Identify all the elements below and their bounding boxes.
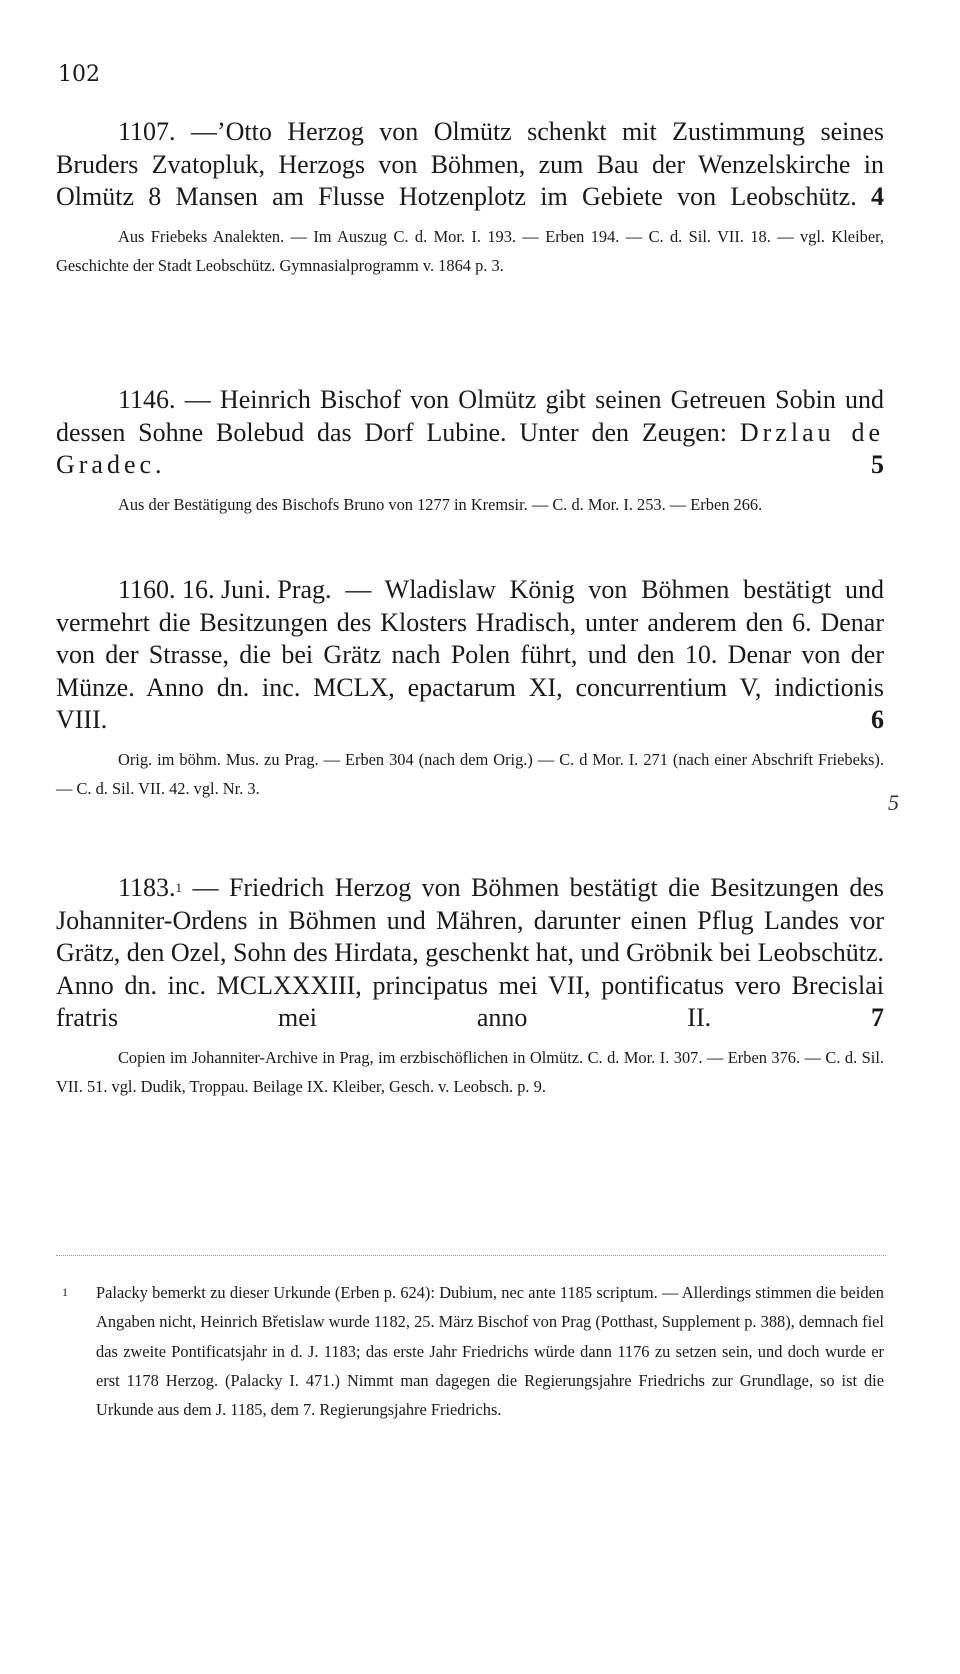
charter-entry — [56, 384, 884, 519]
entry-body: — Friedrich Herzog von Böhmen bestätigt die Besitzungen des Johanniter-Ordens in Böhmen und Mähren, darunter einen Pflug Landes vor Grätz, den Ozel, Sohn des Hirdata, geschenkt hat, und Gröbnik bei Leobschütz. Anno dn. inc. MCLXXXIII, principatus mei VII, pontificatus vero Brecislai fratris mei anno II. — [56, 873, 885, 1032]
entry-body: —ʼOtto Herzog von Olmütz schenkt mit Zustimmung seines Bruders Zvatopluk, Herzogs von Böhmen, zum Bau der Wenzelskirche in Olmütz 8 Mansen am Flusse Hotzenplotz im Gebiete von Leobschütz. — [56, 117, 885, 211]
entry-year: 1183. — [118, 873, 176, 902]
charter-entry — [56, 574, 884, 803]
entry-number: 7 — [871, 1003, 884, 1032]
footnote-divider — [56, 1255, 886, 1256]
entry-text — [56, 116, 884, 214]
entry-text — [56, 384, 884, 482]
entry-text — [56, 872, 884, 1035]
footnote-reference: 1 — [175, 880, 183, 895]
entry-source: Aus der Bestätigung des Bischofs Bruno von 1277 in Kremsir. — C. d. Mor. I. 253. — Erben 266. — [118, 494, 763, 514]
charter-entry — [56, 116, 884, 280]
footnote-mark: 1 — [62, 1285, 68, 1299]
handwritten-margin-note: 5 — [888, 790, 899, 815]
entry-number: 6 — [871, 705, 884, 734]
entry-number: 4 — [871, 182, 884, 211]
footnote — [56, 1278, 884, 1424]
charter-entry — [56, 872, 884, 1101]
entry-source: Orig. im böhm. Mus. zu Prag. — Erben 304 (nach dem Orig.) — C. d Mor. I. 271 (nach einer Abschrift Friebeks). — C. d. Sil. VII. 42. vgl. Nr. 3. — [56, 749, 884, 798]
entry-year: 1160. 16. Juni. Prag. — [118, 575, 332, 604]
entry-body: — Wladislaw König von Böhmen bestätigt und vermehrt die Besitzungen des Klosters Hradisch, unter anderem den 6. Denar von der Strasse, die bei Grätz nach Polen führt, und den 10. Denar von der Münze. Anno dn. inc. MCLX, epactarum XI, concurrentium V, indictionis VIII. — [56, 575, 884, 734]
entry-year: 1146. — [118, 385, 176, 414]
entry-number: 5 — [871, 450, 884, 479]
entry-text — [56, 574, 884, 737]
page-number: 102 — [58, 62, 100, 87]
footnote-text: Palacky bemerkt zu dieser Urkunde (Erben p. 624): Dubium, nec ante 1185 scriptum. — Allerdings stimmen die beiden Angaben nicht, Heinrich Břetislaw wurde 1182, 25. März Bischof von Prag (Potthast, Supplement p. 388), demnach fiel das zweite Pontificatsjahr in d. J. 1183; das erste Jahr Friedrichs würde dann 1176 zu setzen sein, und doch wurde er erst 1178 Herzog. (Palacky I. 471.) Nimmt man dagegen die Regierungsjahre Friedrichs zur Grundlage, so ist die Urkunde aus dem J. 1185, dem 7. Regierungsjahre Friedrichs. — [96, 1283, 884, 1420]
entry-witness: Drzlau de Gradec. — [56, 417, 885, 479]
entry-source: Copien im Johanniter-Archive in Prag, im erzbischöflichen in Olmütz. C. d. Mor. I. 307. — Erben 376. — C. d. Sil. VII. 51. vgl. Dudik, Troppau. Beilage IX. Kleiber, Gesch. v. Leobsch. p. 9. — [56, 1047, 884, 1096]
entry-year: 1107. — [118, 117, 176, 146]
entry-source: Aus Friebeks Analekten. — Im Auszug C. d. Mor. I. 193. — Erben 194. — C. d. Sil. VII. 18. — vgl. Kleiber, Geschichte der Stadt Leobschütz. Gymnasialprogramm v. 1864 p. 3. — [56, 226, 884, 275]
entry-body: — Heinrich Bischof von Olmütz gibt seinen Getreuen Sobin und dessen Sohne Bolebud das Dorf Lubine. Unter den Zeugen: — [56, 385, 884, 447]
